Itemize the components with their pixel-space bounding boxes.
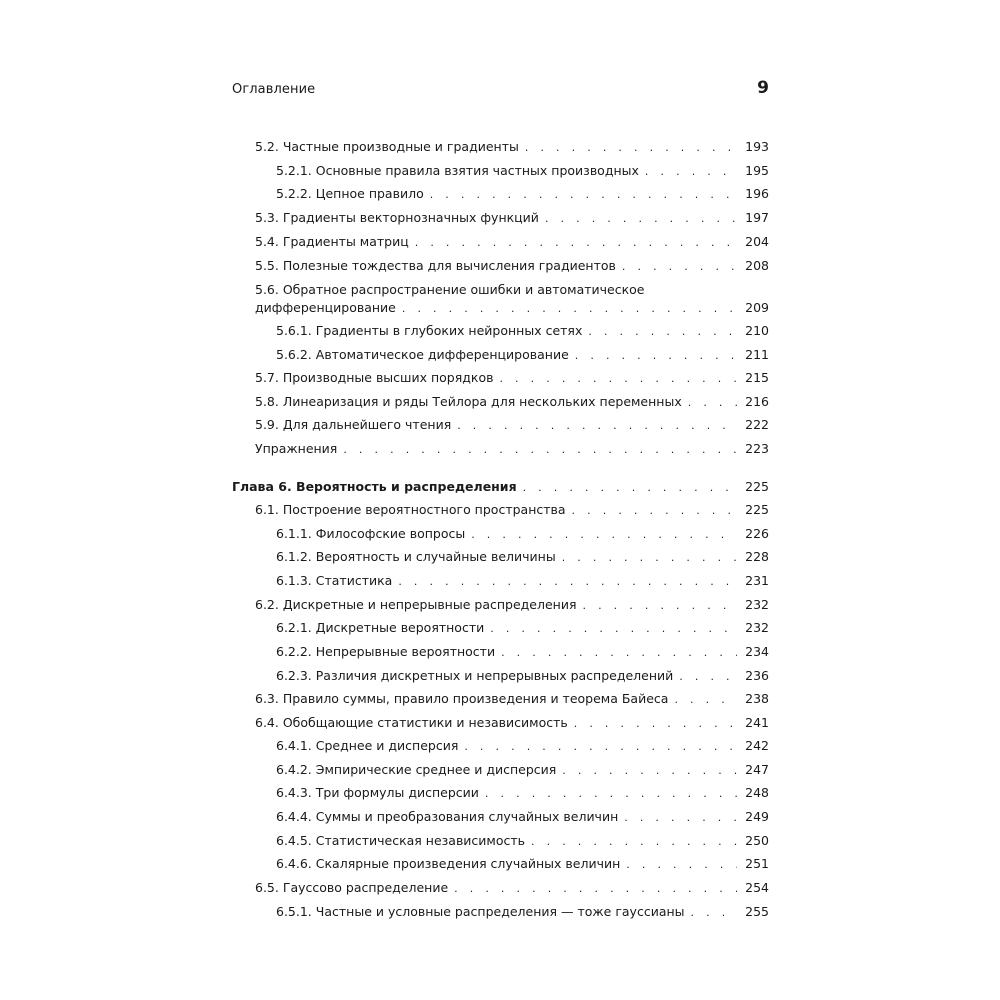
toc-entry[interactable] [0, 547, 1000, 567]
entry-title: Цепное правило [315, 186, 424, 201]
toc-entry[interactable] [0, 439, 1000, 459]
entry-number: 6.5. [255, 880, 283, 895]
entry-page: 255 [745, 904, 769, 919]
page-number: 9 [757, 78, 769, 98]
entry-number: 6.1.1. [276, 526, 316, 541]
entry-number: 6.1.3. [276, 573, 316, 588]
entry-number: 6.1. [255, 502, 283, 517]
entry-number: 5.2. [255, 139, 283, 154]
entry-page: 195 [745, 163, 769, 178]
dot-leader [622, 257, 737, 277]
toc-entry[interactable] [0, 415, 1000, 435]
entry-title: Линеаризация и ряды Тейлора для нескольких переменных [282, 394, 682, 409]
dot-leader [691, 903, 737, 923]
entry-page: 247 [745, 762, 769, 777]
entry-number: 5.8. [255, 394, 283, 409]
entry-page: 225 [745, 502, 769, 517]
dot-leader [525, 138, 737, 158]
entry-page: 248 [745, 785, 769, 800]
toc-entry[interactable] [0, 831, 1000, 851]
dot-leader [471, 525, 737, 545]
entry-page: 193 [745, 139, 769, 154]
entry-page: 242 [745, 738, 769, 753]
entry-title: Философские вопросы [315, 526, 466, 541]
dot-leader [582, 596, 737, 616]
toc-chapter-entry[interactable] [0, 477, 1000, 497]
entry-number: 5.4. [255, 234, 283, 249]
dot-leader [531, 832, 737, 852]
entry-number: 6.4.3. [276, 785, 316, 800]
entry-number: 6.2. [255, 597, 283, 612]
dot-leader [674, 690, 737, 710]
toc-entry[interactable] [0, 321, 1000, 341]
entry-page: 251 [745, 856, 769, 871]
entry-title-line-1: Обратное распространение ошибки и автоматическое [282, 282, 645, 297]
entry-number: 5.5. [255, 258, 283, 273]
toc-entry[interactable] [0, 689, 1000, 709]
entry-title: Статистическая независимость [315, 833, 526, 848]
entry-number: 5.2.1. [276, 163, 316, 178]
toc-entry[interactable] [0, 783, 1000, 803]
dot-leader [624, 808, 737, 828]
entry-title: Построение вероятностного пространства [282, 502, 566, 517]
toc-entry[interactable] [0, 618, 1000, 638]
entry-page: 232 [745, 620, 769, 635]
entry-number: 5.9. [255, 417, 283, 432]
entry-title: Три формулы дисперсии [315, 785, 479, 800]
entry-page: 222 [745, 417, 769, 432]
entry-title: Обобщающие статистики и независимость [282, 715, 568, 730]
entry-page: 236 [745, 668, 769, 683]
entry-title: Непрерывные вероятности [315, 644, 496, 659]
dot-leader [454, 879, 737, 899]
dot-leader [485, 784, 737, 804]
toc-entry[interactable] [0, 807, 1000, 827]
toc-entry[interactable] [0, 736, 1000, 756]
entry-page: 225 [745, 479, 769, 494]
toc-entry[interactable] [0, 368, 1000, 388]
entry-title: Градиенты в глубоких нейронных сетях [315, 323, 583, 338]
entry-page: 249 [745, 809, 769, 824]
toc-entry[interactable] [0, 500, 1000, 520]
entry-page: 228 [745, 549, 769, 564]
dot-leader [343, 440, 737, 460]
entry-title: Градиенты матриц [282, 234, 409, 249]
entry-number: 6.4.4. [276, 809, 316, 824]
dot-leader [430, 185, 737, 205]
entry-number: 6.4.6. [276, 856, 316, 871]
dot-leader [545, 209, 737, 229]
toc-entry[interactable] [0, 854, 1000, 874]
dot-leader [398, 572, 737, 592]
toc-entry[interactable] [0, 713, 1000, 733]
entry-number: 6.4.5. [276, 833, 316, 848]
entry-number: 6.4.1. [276, 738, 316, 753]
dot-leader [679, 667, 737, 687]
dot-leader [562, 761, 737, 781]
entry-page: 210 [745, 323, 769, 338]
entry-page: 241 [745, 715, 769, 730]
toc-entry[interactable] [0, 298, 1000, 318]
dot-leader [501, 643, 737, 663]
entry-page: 216 [745, 394, 769, 409]
toc-entry[interactable] [0, 878, 1000, 898]
entry-title: дифференцирование [255, 300, 396, 315]
entry-number: 6.2.1. [276, 620, 316, 635]
toc-entry[interactable] [0, 392, 1000, 412]
entry-page: 223 [745, 441, 769, 456]
entry-number: 6.2.2. [276, 644, 316, 659]
entry-number: 5.6.2. [276, 347, 316, 362]
dot-leader [523, 478, 737, 498]
entry-number: 5.2.2. [276, 186, 316, 201]
entry-page: 208 [745, 258, 769, 273]
dot-leader [457, 416, 737, 436]
entry-number: 6.1.2. [276, 549, 316, 564]
toc-entry[interactable] [0, 760, 1000, 780]
entry-number: 6.4. [255, 715, 283, 730]
toc-entry[interactable] [0, 161, 1000, 181]
dot-leader [645, 162, 737, 182]
entry-page: 204 [745, 234, 769, 249]
dot-leader [464, 737, 737, 757]
entry-page: 250 [745, 833, 769, 848]
toc-entry[interactable] [0, 571, 1000, 591]
entry-number: 6.2.3. [276, 668, 316, 683]
entry-title: Суммы и преобразования случайных величин [315, 809, 619, 824]
entry-page: 231 [745, 573, 769, 588]
entry-title: Градиенты векторнозначных функций [282, 210, 539, 225]
entry-number: 6.4.2. [276, 762, 316, 777]
entry-title: Скалярные произведения случайных величин [315, 856, 621, 871]
toc-entry[interactable] [0, 642, 1000, 662]
toc-entry[interactable] [0, 595, 1000, 615]
entry-page: 234 [745, 644, 769, 659]
dot-leader [575, 346, 737, 366]
toc-entry[interactable] [0, 902, 1000, 922]
entry-title: Гауссово распределение [282, 880, 449, 895]
toc-entry[interactable] [0, 345, 1000, 365]
entry-page: 238 [745, 691, 769, 706]
toc-entry[interactable] [0, 232, 1000, 252]
entry-page: 215 [745, 370, 769, 385]
entry-page: 209 [745, 300, 769, 315]
entry-number: 5.3. [255, 210, 283, 225]
entry-title: Дискретные и непрерывные распределения [282, 597, 577, 612]
entry-number: 6.3. [255, 691, 283, 706]
dot-leader [490, 619, 737, 639]
dot-leader [402, 299, 737, 319]
chapter-title: Глава 6. Вероятность и распределения [232, 479, 517, 494]
entry-title: Различия дискретных и непрерывных распределений [315, 668, 674, 683]
entry-number: 5.6. [255, 282, 283, 297]
dot-leader [588, 322, 737, 342]
entry-title: Производные высших порядков [282, 370, 494, 385]
entry-title: Для дальнейшего чтения [282, 417, 452, 432]
entry-page: 254 [745, 880, 769, 895]
dot-leader [499, 369, 737, 389]
entry-number: 5.7. [255, 370, 283, 385]
entry-number: 5.6.1. [276, 323, 316, 338]
entry-title: Частные производные и градиенты [282, 139, 519, 154]
toc-entry[interactable] [0, 137, 1000, 157]
entry-page: 196 [745, 186, 769, 201]
toc-entry[interactable] [0, 184, 1000, 204]
toc-entry[interactable] [0, 666, 1000, 686]
entry-title: Статистика [315, 573, 393, 588]
entry-page: 211 [745, 347, 769, 362]
toc-entry[interactable] [0, 208, 1000, 228]
dot-leader [415, 233, 737, 253]
toc-entry[interactable] [0, 256, 1000, 276]
entry-title: Вероятность и случайные величины [315, 549, 556, 564]
entry-title: Автоматическое дифференцирование [315, 347, 569, 362]
entry-page: 197 [745, 210, 769, 225]
entry-title: Основные правила взятия частных производных [315, 163, 639, 178]
entry-title: Полезные тождества для вычисления градиентов [282, 258, 616, 273]
entry-page: 226 [745, 526, 769, 541]
toc-entry-first-line[interactable] [0, 280, 1000, 300]
dot-leader [688, 393, 737, 413]
entry-page: 232 [745, 597, 769, 612]
dot-leader [572, 501, 737, 521]
entry-number: 6.5.1. [276, 904, 316, 919]
entry-title: Правило суммы, правило произведения и теорема Байеса [282, 691, 669, 706]
dot-leader [626, 855, 737, 875]
entry-title: Частные и условные распределения — тоже гауссианы [315, 904, 685, 919]
entry-title: Среднее и дисперсия [315, 738, 459, 753]
entry-title: Эмпирические среднее и дисперсия [315, 762, 557, 777]
dot-leader [562, 548, 737, 568]
toc-entry[interactable] [0, 524, 1000, 544]
dot-leader [574, 714, 737, 734]
entry-title: Упражнения [255, 441, 338, 456]
entry-title: Дискретные вероятности [315, 620, 485, 635]
running-header-title: Оглавление [232, 82, 316, 97]
